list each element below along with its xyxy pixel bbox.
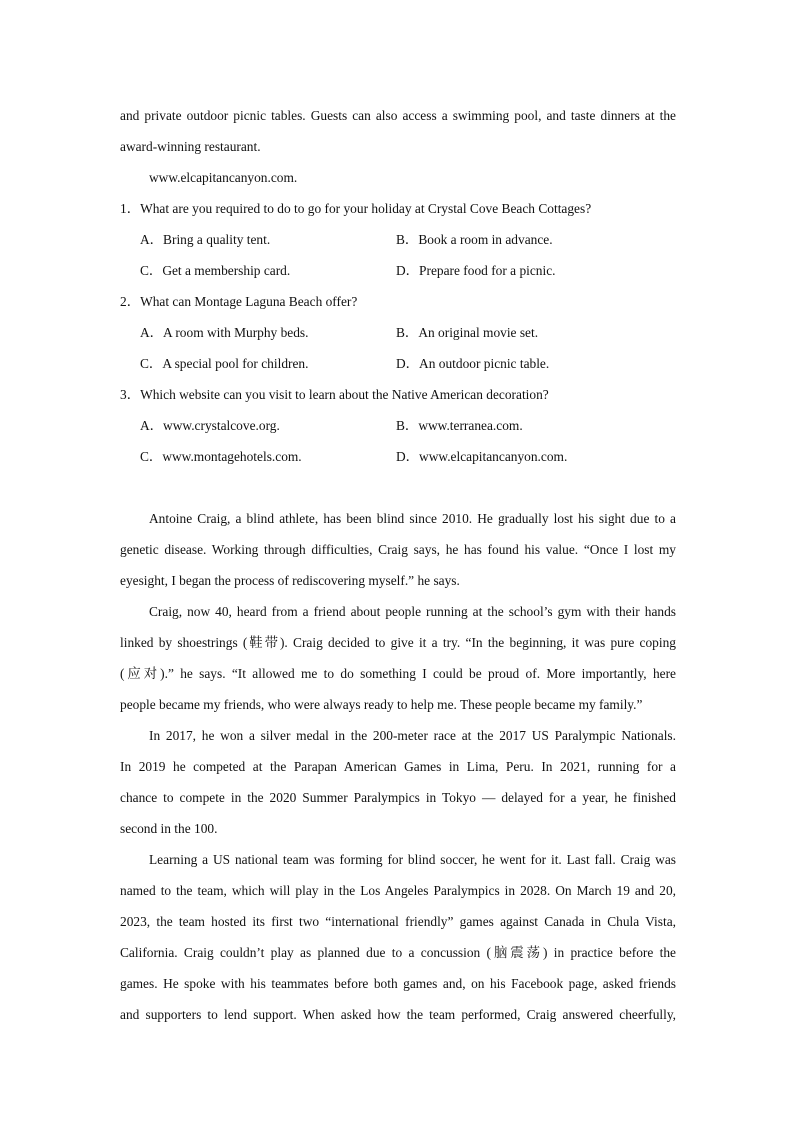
passage-line: linked by shoestrings (鞋带). Craig decided to give it a try. “In the beginning, it was pure coping <box>120 635 676 650</box>
passage-line: 2023, the team hosted its first two “international friendly” games against Canada in Chula Vista, <box>120 914 676 929</box>
option-d: D．An outdoor picnic table. <box>396 356 550 371</box>
options-row <box>120 255 676 286</box>
section-gap <box>120 472 676 503</box>
passage-line: Antoine Craig, a blind athlete, has been blind since 2010. He gradually lost his sight due to a <box>149 511 676 526</box>
passage-line: In 2017, he won a silver medal in the 200-meter race at the 2017 US Paralympic Nationals. <box>149 728 676 743</box>
passage-line: eyesight, I began the process of rediscovering myself.” he says. <box>120 573 460 588</box>
options-row <box>120 410 676 441</box>
option-c: C．A special pool for children. <box>140 356 309 371</box>
passage-line: California. Craig couldn’t play as planned due to a concussion (脑震荡) in practice before the <box>120 945 676 960</box>
passage-line: genetic disease. Working through difficulties, Craig says, he has found his value. “Once I lost my <box>120 542 676 557</box>
question-1: 1．What are you required to do to go for your holiday at Crystal Cove Beach Cottages? <box>120 201 592 216</box>
passage-line: chance to compete in the 2020 Summer Paralympics in Tokyo — delayed for a year, he finished <box>120 790 676 805</box>
option-b: B．An original movie set. <box>396 325 539 340</box>
passage-line: named to the team, which will play in the Los Angeles Paralympics in 2028. On March 19 and 20, <box>120 883 676 898</box>
option-d: D．Prepare food for a picnic. <box>396 263 556 278</box>
question-2: 2．What can Montage Laguna Beach offer? <box>120 294 358 309</box>
option-b: B．www.terranea.com. <box>396 418 523 433</box>
intro-line: and private outdoor picnic tables. Guests can also access a swimming pool, and taste dinners at the <box>120 108 676 123</box>
passage-line: second in the 100. <box>120 821 218 836</box>
option-c: C．www.montagehotels.com. <box>140 449 302 464</box>
option-d: D．www.elcapitancanyon.com. <box>396 449 568 464</box>
document-page <box>120 100 676 1030</box>
passage-line: In 2019 he competed at the Parapan American Games in Lima, Peru. In 2021, running for a <box>120 759 676 774</box>
options-row <box>120 317 676 348</box>
intro-website: www.elcapitancanyon.com. <box>149 170 298 185</box>
option-c: C．Get a membership card. <box>140 263 291 278</box>
option-a: A．Bring a quality tent. <box>140 232 271 247</box>
passage-line: (应对).” he says. “It allowed me to do something I could be proud of. More importantly, here <box>120 666 676 681</box>
passage-line: games. He spoke with his teammates before both games and, on his Facebook page, asked friends <box>120 976 676 991</box>
option-b: B．Book a room in advance. <box>396 232 553 247</box>
option-a: A．A room with Murphy beds. <box>140 325 309 340</box>
question-3: 3．Which website can you visit to learn about the Native American decoration? <box>120 387 549 402</box>
passage-line: Learning a US national team was forming for blind soccer, he went for it. Last fall. Craig was <box>149 852 676 867</box>
options-row <box>120 348 676 379</box>
options-row <box>120 224 676 255</box>
intro-line: award-winning restaurant. <box>120 139 261 154</box>
options-row <box>120 441 676 472</box>
passage-line: people became my friends, who were always ready to help me. These people became my family.” <box>120 697 643 712</box>
passage-line: Craig, now 40, heard from a friend about people running at the school’s gym with their hands <box>149 604 676 619</box>
option-a: A．www.crystalcove.org. <box>140 418 280 433</box>
passage-line: and supporters to lend support. When asked how the team performed, Craig answered cheerfully, <box>120 1007 676 1022</box>
